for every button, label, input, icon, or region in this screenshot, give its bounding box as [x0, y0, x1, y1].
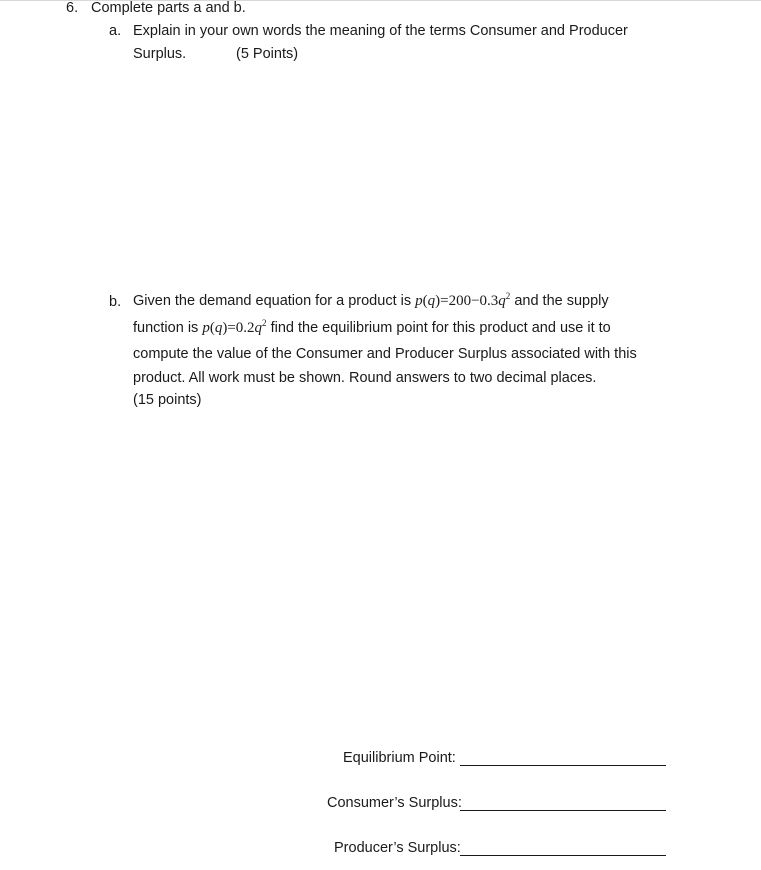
consumer-surplus-answer-blank[interactable] [460, 810, 666, 811]
question-number: 6. [66, 0, 79, 16]
producer-surplus-answer-blank[interactable] [460, 855, 666, 856]
producer-surplus-answer-row [0, 841, 761, 861]
part-b-line-2-pre: function is [133, 320, 199, 336]
part-b-line-1 [133, 291, 609, 309]
supply-eq-rhs: =0.2 [227, 320, 255, 336]
part-a-line-2: Surplus. [133, 46, 187, 62]
part-a-points: (5 Points) [236, 46, 299, 62]
supply-eq-fn: p [202, 320, 210, 336]
demand-eq-arg: q [427, 293, 436, 309]
part-b-line-2 [133, 318, 611, 336]
demand-equation: $p(q)=200-0.3q^2$ [415, 291, 511, 309]
part-b-label: b. [109, 294, 122, 310]
part-b-points: (15 points) [133, 392, 202, 408]
part-a-label: a. [109, 23, 122, 39]
demand-eq-exp: 2 [505, 291, 511, 301]
supply-equation: $p(q)=0.2q^2$ [202, 318, 267, 336]
equilibrium-answer-row [0, 751, 761, 771]
question-title: Complete parts a and b. [91, 0, 246, 16]
part-b-line-1-post: and the supply [514, 293, 609, 309]
part-b-line-3: compute the value of the Consumer and Producer Surplus associated with this [133, 346, 637, 362]
equilibrium-label: Equilibrium Point: [343, 750, 456, 766]
supply-eq-exp: 2 [262, 318, 267, 328]
supply-eq-var: q [254, 320, 263, 336]
demand-eq-fn: p [415, 293, 423, 309]
supply-eq-arg: q [214, 320, 223, 336]
demand-eq-rhs: =200−0.3 [440, 293, 499, 309]
demand-eq-var: q [498, 293, 506, 309]
equilibrium-answer-blank[interactable] [460, 765, 666, 766]
part-b-line-4: product. All work must be shown. Round answers to two decimal places. [133, 370, 597, 386]
producer-surplus-label: Producer’s Surplus: [334, 840, 461, 856]
consumer-surplus-label: Consumer’s Surplus: [327, 795, 462, 811]
part-b-line-1-pre: Given the demand equation for a product is [133, 293, 412, 309]
part-a-line-1: Explain in your own words the meaning of the terms Consumer and Producer [133, 23, 628, 39]
part-b-line-2-post: find the equilibrium point for this product and use it to [270, 320, 611, 336]
consumer-surplus-answer-row [0, 796, 761, 816]
